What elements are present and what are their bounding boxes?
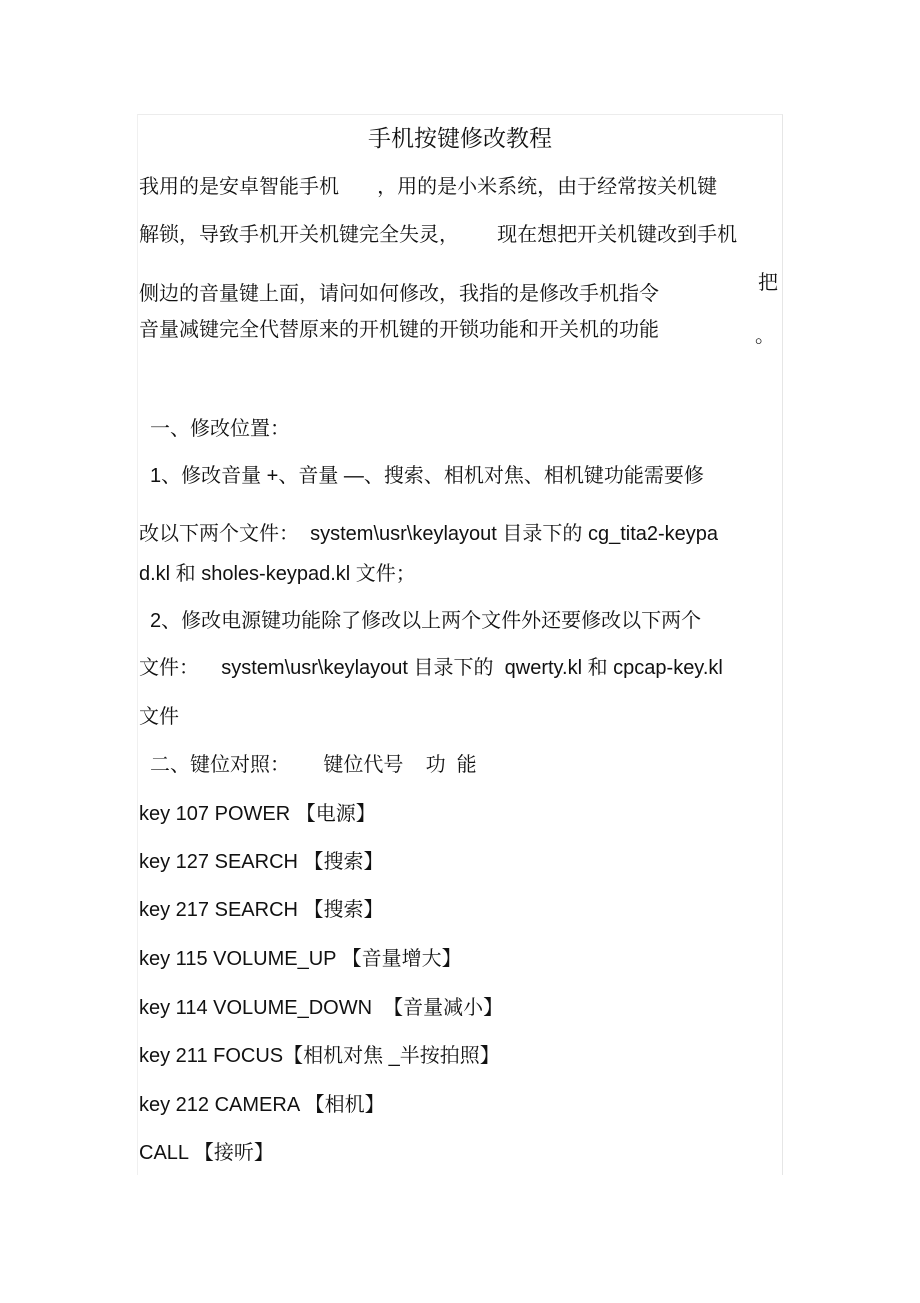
intro-line-2: 解锁，导致手机开关机键完全失灵， 现在想把开关机键改到手机 <box>139 222 738 246</box>
section1-item1-line1: 1、修改音量 +、音量 —、搜索、相机对焦、相机键功能需要修 <box>150 465 704 487</box>
section1-heading: 一、修改位置： <box>150 416 290 440</box>
key-row: key 127 SEARCH 【搜索】 <box>139 851 384 873</box>
section1-item2-line1: 2、修改电源键功能除了修改以上两个文件外还要修改以下两个 <box>150 610 702 632</box>
key-row: key 211 FOCUS【相机对焦 _半按拍照】 <box>139 1045 500 1067</box>
key-row: CALL 【接听】 <box>139 1142 274 1164</box>
section1-item2-line3: 文件 <box>139 706 179 728</box>
key-row: key 107 POWER 【电源】 <box>139 803 376 825</box>
document-title: 手机按键修改教程 <box>368 126 552 152</box>
intro-line-3: 侧边的音量键上面，请问如何修改，我指的是修改手机指令 <box>139 281 659 305</box>
section1-item2-line2: 文件： system\usr\keylayout 目录下的 qwerty.kl 和 cpcap-key.kl <box>139 657 723 679</box>
section1-item1-line3: d.kl 和 sholes-keypad.kl 文件； <box>139 563 416 585</box>
section2-heading: 二、键位对照： 键位代号 功 能 <box>150 754 477 776</box>
key-row: key 217 SEARCH 【搜索】 <box>139 899 384 921</box>
intro-line-4-right: 。 <box>755 323 775 347</box>
key-row: key 114 VOLUME_DOWN 【音量减小】 <box>139 997 504 1019</box>
section1-item1-line2: 改以下两个文件： system\usr\keylayout 目录下的 cg_tita2-keypa <box>139 523 719 545</box>
intro-line-4: 音量减键完全代替原来的开机键的开锁功能和开关机的功能 <box>139 317 659 341</box>
key-row: key 115 VOLUME_UP 【音量增大】 <box>139 948 462 970</box>
key-row: key 212 CAMERA 【相机】 <box>139 1094 385 1116</box>
intro-line-3-right: 把 <box>758 270 778 294</box>
intro-line-1: 我用的是安卓智能手机 ，用的是小米系统，由于经常按关机键 <box>139 174 718 198</box>
